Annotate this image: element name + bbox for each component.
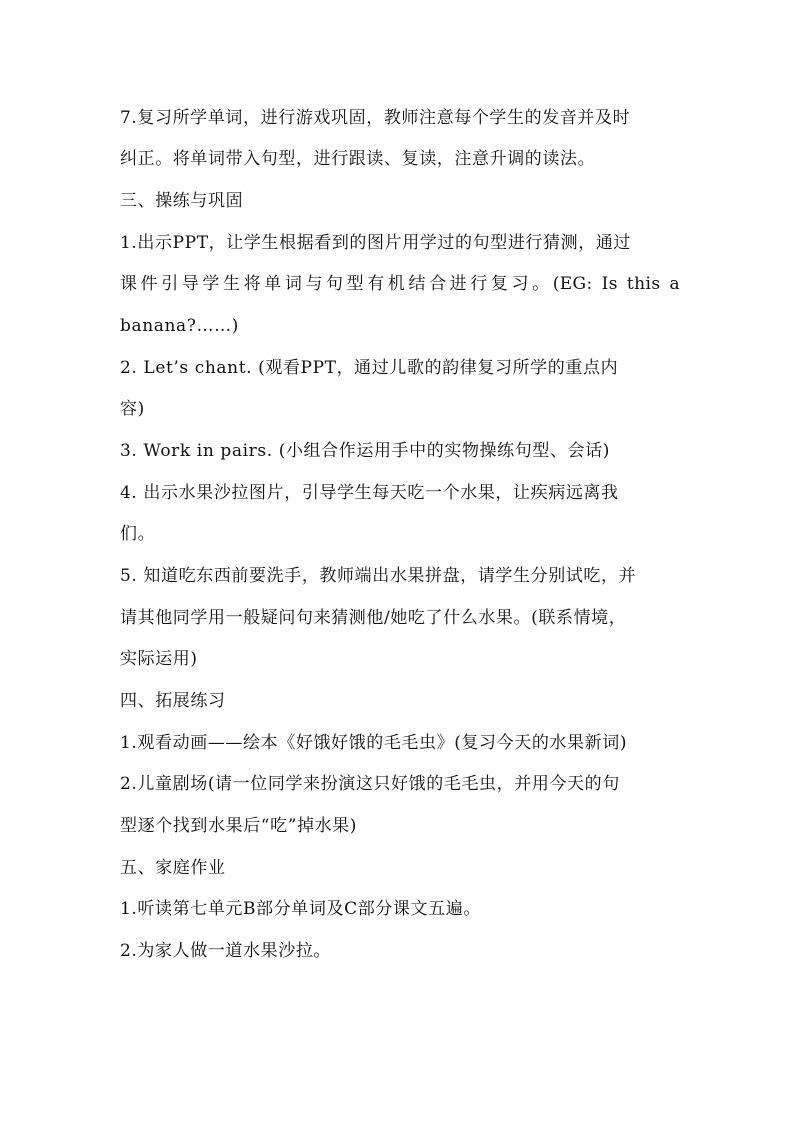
section-heading-extension: 四、拓展练习 [120,691,226,711]
text-line-fruit-salad-picture: 4. 出示水果沙拉图片，引导学生每天吃一个水果，让疾病远离我 [120,483,619,503]
text-line-guess-fruit: 请其他同学用一般疑问句来猜测他/她吃了什么水果。(联系情境， [120,608,627,628]
text-line-homework-salad: 2.为家人做一道水果沙拉。 [120,941,332,961]
text-line-work-in-pairs: 3. Work in pairs. (小组合作运用手中的实物操练句型、会话) [120,441,610,461]
text-line-banana-example: banana?……) [120,316,239,336]
text-line-chant-continuation: 容) [120,399,145,419]
text-line-theater-continuation: 型逐个找到水果后“吃”掉水果) [120,816,358,836]
section-heading-homework: 五、家庭作业 [120,858,226,878]
text-line-correct-pronunciation: 纠正。将单词带入句型，进行跟读、复读，注意升调的读法。 [120,149,596,169]
text-line-show-ppt: 1.出示PPT，让学生根据看到的图片用学过的句型进行猜测，通过 [120,233,632,253]
text-line-practical-use: 实际运用) [120,649,198,669]
section-heading-practice: 三、操练与巩固 [120,191,244,211]
text-line-wash-hands: 5. 知道吃东西前要洗手，教师端出水果拼盘，请学生分别试吃，并 [120,566,637,586]
text-line-watch-animation: 1.观看动画——绘本《好饿好饿的毛毛虫》(复习今天的水果新词) [120,733,628,753]
text-line-children-theater: 2.儿童剧场(请一位同学来扮演这只好饿的毛毛虫，并用今天的句 [120,774,620,794]
text-line-courseware-review: 课件引导学生将单词与句型有机结合进行复习。(EG: Is this a [120,274,680,294]
text-line-fruit-salad-continuation: 们。 [120,524,156,544]
text-line-homework-reading: 1.听读第七单元B部分单词及C部分课文五遍。 [120,899,481,919]
text-line-review-words: 7.复习所学单词，进行游戏巩固，教师注意每个学生的发音并及时 [120,108,631,128]
text-line-lets-chant: 2. Let’s chant. (观看PPT，通过儿歌的韵律复习所学的重点内 [120,358,619,378]
